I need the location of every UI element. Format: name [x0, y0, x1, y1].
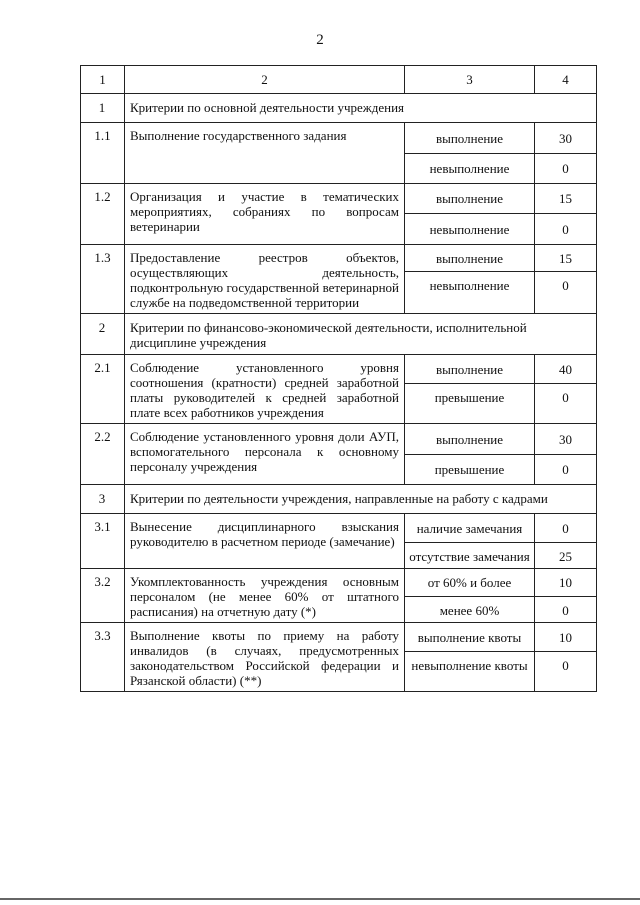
score-cell: 0	[535, 514, 597, 543]
criterion-row	[81, 184, 597, 214]
section-row	[81, 314, 597, 355]
criterion-row	[81, 514, 597, 543]
score-cell: 30	[535, 123, 597, 154]
criterion-row	[81, 623, 597, 652]
condition-cell: невыполнение	[405, 154, 535, 184]
condition-cell: невыполнение квоты	[405, 652, 535, 692]
criterion-text: Выполнение квоты по приему на работу инвалидов (в случаях, предусмотренных законодательством Российской федерации и Рязанской области) (**)	[125, 623, 405, 692]
score-cell: 0	[535, 597, 597, 623]
section-number: 2	[81, 314, 125, 355]
criterion-row	[81, 569, 597, 597]
section-row	[81, 94, 597, 123]
score-cell: 25	[535, 543, 597, 569]
criterion-text: Выполнение государственного задания	[125, 123, 405, 184]
criterion-number: 1.2	[81, 184, 125, 245]
score-cell: 15	[535, 245, 597, 272]
criterion-row	[81, 355, 597, 384]
condition-cell: менее 60%	[405, 597, 535, 623]
criterion-row	[81, 424, 597, 455]
criterion-number: 1.3	[81, 245, 125, 314]
score-cell: 0	[535, 272, 597, 314]
scan-edge-line	[0, 898, 640, 900]
score-cell: 30	[535, 424, 597, 455]
score-cell: 0	[535, 154, 597, 184]
criterion-text: Соблюдение установленного уровня доли АУП, вспомогательного персонала к основному персоналу учреждения	[125, 424, 405, 485]
condition-cell: выполнение квоты	[405, 623, 535, 652]
header-row	[81, 66, 597, 94]
condition-cell: выполнение	[405, 355, 535, 384]
section-row	[81, 485, 597, 514]
section-title: Критерии по деятельности учреждения, направленные на работу с кадрами	[125, 485, 597, 514]
header-cell: 3	[405, 66, 535, 94]
condition-cell: выполнение	[405, 245, 535, 272]
criterion-row	[81, 123, 597, 154]
score-cell: 0	[535, 455, 597, 485]
score-cell: 0	[535, 384, 597, 424]
header-cell: 1	[81, 66, 125, 94]
criterion-number: 1.1	[81, 123, 125, 184]
condition-cell: превышение	[405, 384, 535, 424]
condition-cell: превышение	[405, 455, 535, 485]
score-cell: 10	[535, 623, 597, 652]
section-title: Критерии по основной деятельности учреждения	[125, 94, 597, 123]
header-cell: 4	[535, 66, 597, 94]
section-number: 1	[81, 94, 125, 123]
criteria-table	[80, 65, 597, 692]
criterion-text: Соблюдение установленного уровня соотношения (кратности) средней заработной платы руководителей к средней заработной плате всех работников учреждения	[125, 355, 405, 424]
criterion-number: 2.1	[81, 355, 125, 424]
section-title: Критерии по финансово-экономической деятельности, исполнительной дисциплине учреждения	[125, 314, 597, 355]
condition-cell: отсутствие замечания	[405, 543, 535, 569]
criterion-text: Вынесение дисциплинарного взыскания руководителю в расчетном периоде (замечание)	[125, 514, 405, 569]
condition-cell: наличие замечания	[405, 514, 535, 543]
page-number: 2	[316, 32, 324, 48]
section-number: 3	[81, 485, 125, 514]
score-cell: 0	[535, 214, 597, 245]
criterion-number: 3.2	[81, 569, 125, 623]
criterion-number: 3.3	[81, 623, 125, 692]
score-cell: 40	[535, 355, 597, 384]
score-cell: 10	[535, 569, 597, 597]
criterion-row	[81, 245, 597, 272]
header-cell: 2	[125, 66, 405, 94]
criterion-number: 2.2	[81, 424, 125, 485]
criterion-text: Организация и участие в тематических мероприятиях, собраниях по вопросам ветеринарии	[125, 184, 405, 245]
condition-cell: невыполнение	[405, 214, 535, 245]
condition-cell: выполнение	[405, 184, 535, 214]
condition-cell: невыполнение	[405, 272, 535, 314]
criterion-text: Укомплектованность учреждения основным персоналом (не менее 60% от штатного расписания) на отчетную дату (*)	[125, 569, 405, 623]
condition-cell: выполнение	[405, 424, 535, 455]
criterion-text: Предоставление реестров объектов, осуществляющих деятельность, подконтрольную государственной ветеринарной службе на подведомственной территории	[125, 245, 405, 314]
condition-cell: от 60% и более	[405, 569, 535, 597]
score-cell: 15	[535, 184, 597, 214]
condition-cell: выполнение	[405, 123, 535, 154]
criterion-number: 3.1	[81, 514, 125, 569]
score-cell: 0	[535, 652, 597, 692]
